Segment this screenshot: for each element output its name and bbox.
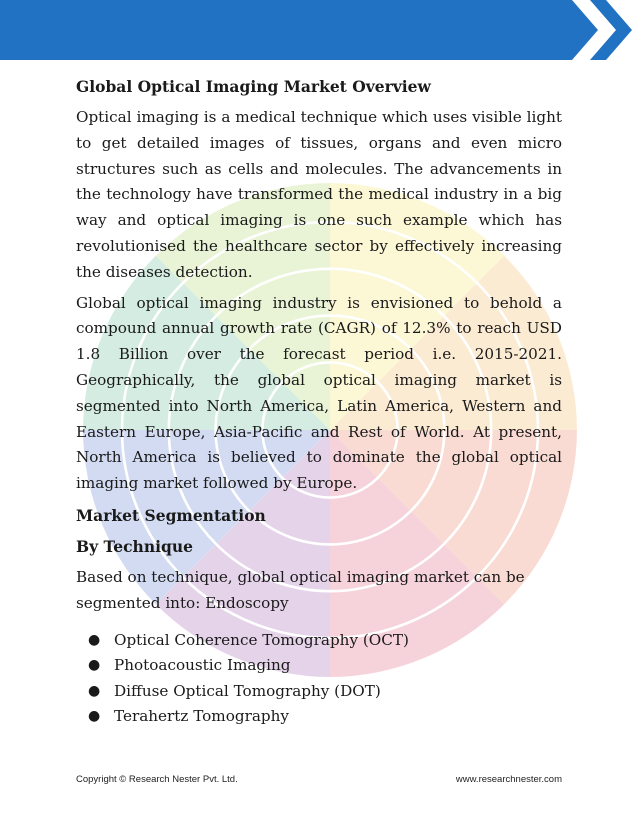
technique-intro: Based on technique, global optical imaging market can be segmented into: Endoscopy [76,567,525,612]
segmentation-heading: Market Segmentation [76,505,266,525]
list-item-text: Photoacoustic Imaging [114,656,291,675]
market-growth-paragraph: Global optical imaging industry is envisioned to behold a compound annual growth rate (CAGR) of 12.3% to reach USD 1.8 Billion over the forecast period i.e. 2015-2021. Geographically, the global optical imaging market is segmented into North America, Latin America, Western and Eastern Europe, Asia-Pacific and Rest of World. At present, North America is believed to dominate the global optical imaging market followed by Europe. [76,293,562,493]
website-link[interactable]: www.researchnester.com [455,774,562,785]
list-item-text: Optical Coherence Tomography (OCT) [114,630,409,649]
overview-heading: Global Optical Imaging Market Overview [76,77,431,96]
bullet-icon: ● [88,708,101,725]
header-band-fill [0,0,560,60]
list-item-text: Diffuse Optical Tomography (DOT) [114,681,381,700]
technique-heading: By Technique [76,536,193,556]
list-item [86,704,562,730]
bullet-icon: ● [88,682,101,699]
list-item [86,679,562,705]
overview-paragraph: Optical imaging is a medical technique which uses visible light to get detailed images of tissues, organs and even micro structures such as cells and molecules. The advancements in the technology have transformed the medical industry in a big way and optical imaging is one such example which has revolutionised the healthcare sector by effectively increasing the diseases detection. [76,108,562,281]
bullet-icon: ● [88,657,101,674]
list-item [86,628,562,654]
header-banner [0,0,638,60]
technique-list [86,628,562,730]
bullet-icon: ● [88,631,101,648]
list-item-text: Terahertz Tomography [114,707,289,726]
document-body [76,74,562,730]
page-footer [76,774,562,788]
copyright-text: Copyright © Research Nester Pvt. Ltd. [76,774,238,785]
list-item [86,653,562,679]
